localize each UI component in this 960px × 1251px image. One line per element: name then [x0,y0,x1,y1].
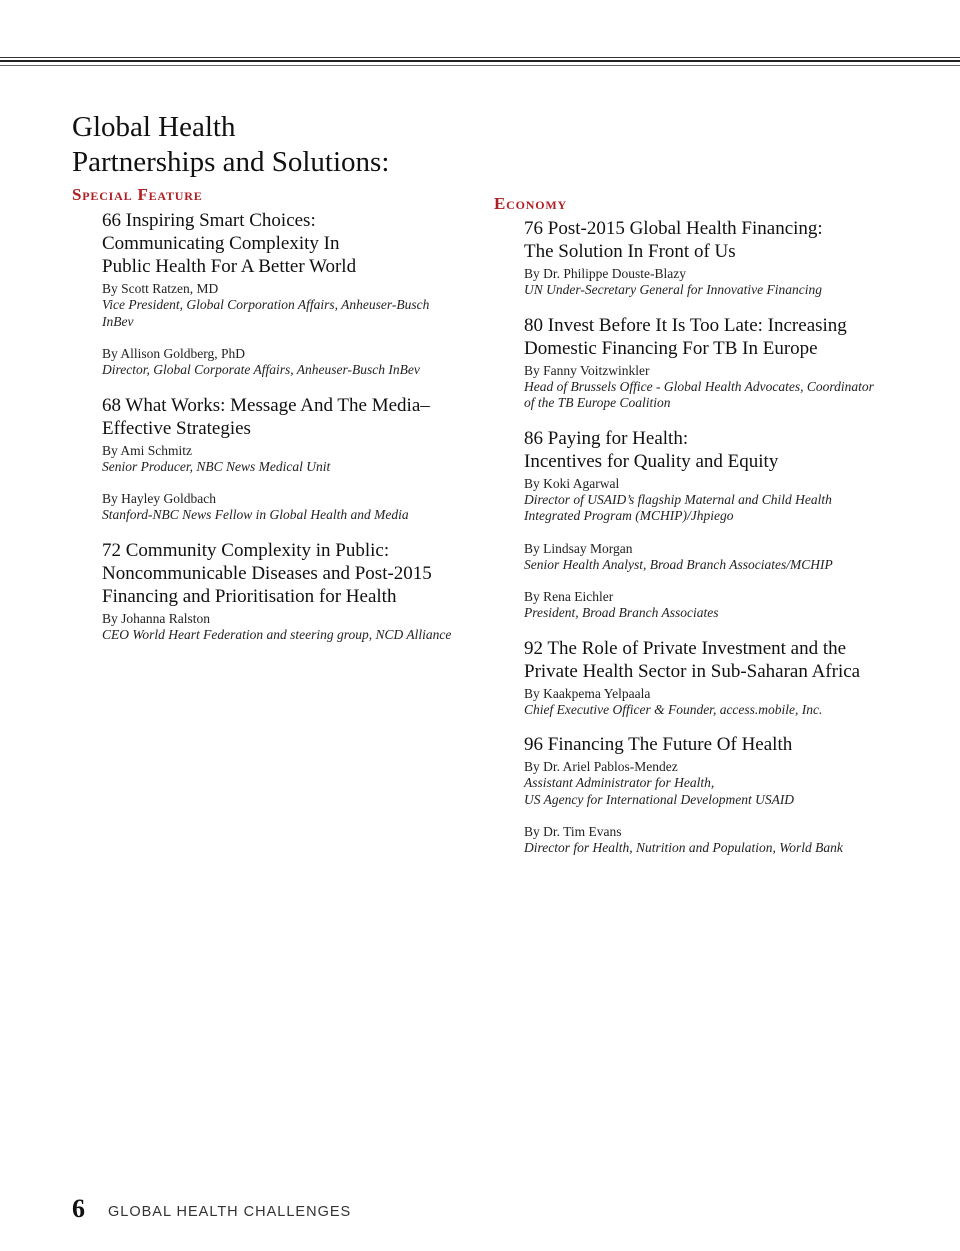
article-title-line: Communicating Complexity In [102,233,340,254]
author-entry [524,686,924,719]
author-role-line: President, Broad Branch Associates [524,605,719,620]
article-title-line: Domestic Financing For TB In Europe [524,337,818,359]
author-name: By Fanny Voitzwinkler [524,362,650,378]
author-name: By Dr. Ariel Pablos-Mendez [524,759,678,774]
article-title [524,733,924,756]
author-name: By Scott Ratzen, MD [102,281,219,296]
article-title-line: 68 What Works: Message And The Media– [102,394,430,416]
author-role [524,282,924,299]
article-title [102,394,472,440]
author-name: By Allison Goldberg, PhD [102,346,246,361]
author-entry [524,824,924,857]
author-role [524,775,924,808]
article-title-line: Public Health For A Better World [102,256,357,277]
author-role [102,362,472,379]
author-list [102,281,472,379]
author-role-line: Stanford-NBC News Fellow in Global Health and Media [102,507,409,522]
article-title [524,637,924,683]
page-title-line: Global Health [72,111,236,143]
article-title-line: The Solution In Front of Us [524,241,736,262]
author-list [524,759,924,857]
section-label-special-feature: Special Feature [72,185,203,204]
author-entry [102,611,472,644]
author-entry [524,266,924,299]
article-title-line: Incentives for Quality and Equity [524,450,779,472]
article-entry [102,394,472,524]
article-title-line: Noncommunicable Diseases and Post-2015 [102,562,432,584]
author-role [102,297,472,330]
author-name: By Hayley Goldbach [102,491,216,506]
author-role-line: Senior Health Analyst, Broad Branch Associates/MCHIP [524,556,833,572]
article-title-line: 72 Community Complexity in Public: [102,539,390,561]
author-role [524,840,924,857]
author-list [524,266,924,299]
article-title-line: Private Health Sector in Sub-Saharan Africa [524,660,861,682]
author-role-line: Head of Brussels Office - Global Health Advocates, Coordinator [524,378,874,394]
top-rule-thick [0,60,960,62]
author-list [524,476,924,622]
article-title-line: 86 Paying for Health: [524,427,689,449]
article-entry [524,314,924,412]
author-role [102,627,472,644]
author-role-line: of the TB Europe Coalition [524,395,671,410]
article-entry [524,637,924,719]
author-name: By Koki Agarwal [524,475,620,491]
author-role [524,379,924,412]
page-title [72,110,389,180]
author-entry [102,281,472,330]
author-name: By Dr. Philippe Douste-Blazy [524,266,686,281]
author-entry [524,759,924,808]
article-entry [524,733,924,857]
author-role [524,492,924,525]
author-entry [524,476,924,525]
article-title [524,314,924,360]
article-title [102,539,472,608]
author-list [102,611,472,644]
author-role-line: Assistant Administrator for Health, [524,775,715,790]
article-title-line: 66 Inspiring Smart Choices: [102,210,316,231]
author-list [102,443,472,524]
author-role [102,507,472,524]
economy-article-list [524,217,924,872]
author-role-line: Director for Health, Nutrition and Population, World Bank [524,840,843,855]
author-name: By Dr. Tim Evans [524,824,622,839]
author-entry [524,589,924,622]
author-entry [102,346,472,379]
article-title-line: Effective Strategies [102,417,251,439]
author-role-line: Integrated Program (MCHIP)/Jhpiego [524,508,734,523]
article-title-line: 96 Financing The Future Of Health [524,734,793,755]
author-role-line: UN Under-Secretary General for Innovative Financing [524,282,823,297]
author-name: By Johanna Ralston [102,610,210,626]
author-role-line: Director, Global Corporate Affairs, Anheuser-Busch InBev [102,362,420,377]
author-role [102,459,472,476]
author-entry [524,363,924,412]
author-role-line: CEO World Heart Federation and steering group, NCD Alliance [102,626,452,642]
article-title-line: 76 Post-2015 Global Health Financing: [524,218,823,239]
page-number: 6 [72,1194,85,1223]
article-entry [524,217,924,299]
author-role [524,605,924,622]
author-role-line: Senior Producer, NBC News Medical Unit [102,458,331,474]
author-entry [102,443,472,476]
author-entry [524,541,924,574]
article-entry [102,539,472,644]
section-label-economy: Economy [494,194,567,213]
author-role-line: Chief Executive Officer & Founder, access.mobile, Inc. [524,701,823,717]
article-title-line: Financing and Prioritisation for Health [102,585,397,607]
author-role-line: InBev [102,313,134,329]
article-entry [524,427,924,622]
author-name: By Lindsay Morgan [524,540,633,556]
article-entry [102,209,472,379]
article-title [524,427,924,473]
author-role [524,557,924,574]
author-name: By Ami Schmitz [102,442,193,458]
article-title [102,209,472,278]
top-rule-thin [0,57,960,58]
author-role-line: Vice President, Global Corporation Affairs, Anheuser-Busch [102,297,430,312]
author-role [524,702,924,719]
author-role-line: Director of USAID’s flagship Maternal and Child Health [524,491,832,507]
author-role-line: US Agency for International Development USAID [524,791,795,807]
author-entry [102,491,472,524]
author-list [524,686,924,719]
page-title-line: Partnerships and Solutions: [72,146,390,178]
author-name: By Rena Eichler [524,589,614,604]
author-list [524,363,924,412]
special-feature-article-list [102,209,472,658]
top-rule-bottom [0,65,960,66]
article-title-line: 92 The Role of Private Investment and the [524,637,847,659]
author-name: By Kaakpema Yelpaala [524,685,651,701]
publication-name: GLOBAL HEALTH CHALLENGES [108,1204,352,1220]
article-title [524,217,924,263]
article-title-line: 80 Invest Before It Is Too Late: Increasing [524,314,847,336]
